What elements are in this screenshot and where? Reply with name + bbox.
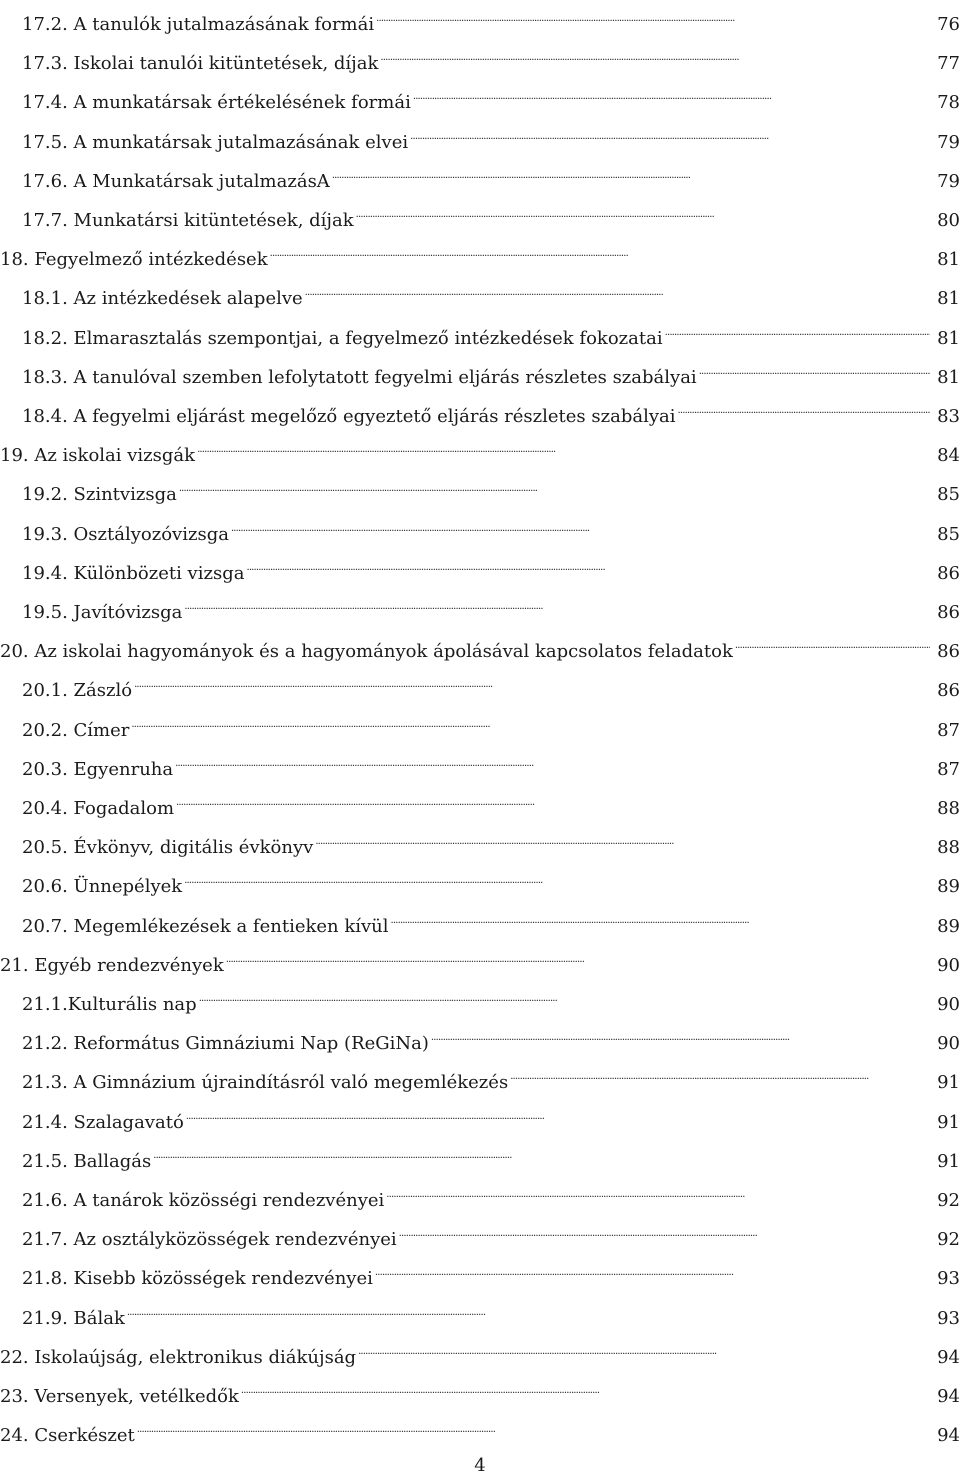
- toc-entry-page: 91: [937, 1111, 960, 1133]
- toc-entry-title: 17.4. A munkatársak értékelésének formái: [22, 92, 411, 114]
- toc-entry-page: 81: [937, 249, 960, 271]
- toc-entry[interactable]: [22, 1058, 960, 1094]
- toc-entry-title: 21.5. Ballagás: [22, 1150, 152, 1172]
- toc-entry-title: 19. Az iskolai vizsgák: [0, 445, 196, 467]
- dot-leader: [413, 78, 930, 108]
- toc-entry-page: 90: [937, 954, 960, 976]
- toc-entry[interactable]: [22, 1254, 960, 1290]
- toc-entry[interactable]: [22, 0, 960, 35]
- dot-leader: [226, 941, 930, 971]
- toc-entry-title: 21.1.Kulturális nap: [22, 994, 197, 1015]
- toc-entry-page: 94: [937, 1346, 960, 1368]
- toc-entry-title: 18. Fegyelmező intézkedések: [0, 249, 268, 271]
- toc-entry[interactable]: [22, 39, 960, 75]
- toc-entry-title: 20.6. Ünnepélyek: [22, 876, 183, 898]
- toc-entry-title: 18.2. Elmarasztalás szempontjai, a fegyelmező intézkedések fokozatai: [22, 327, 663, 349]
- toc-entry-title: 17.3. Iskolai tanulói kitüntetések, díjak: [22, 53, 379, 75]
- toc-entry[interactable]: [22, 784, 960, 819]
- dot-leader: [375, 1254, 930, 1284]
- toc-entry[interactable]: [0, 941, 960, 976]
- dot-leader: [356, 196, 930, 226]
- dot-leader: [184, 862, 930, 892]
- dot-leader: [358, 1333, 930, 1363]
- toc-entry[interactable]: [0, 1372, 960, 1407]
- toc-entry-title: 22. Iskolaújság, elektronikus diákújság: [0, 1346, 357, 1368]
- toc-entry[interactable]: [0, 1411, 960, 1447]
- toc-entry[interactable]: [0, 431, 960, 467]
- toc-entry-title: 17.6. A Munkatársak jutalmazásA: [22, 170, 330, 192]
- dot-leader: [510, 1058, 930, 1088]
- toc-entry-title: 18.4. A fegyelmi eljárást megelőző egyeztető eljárás részletes szabályai: [22, 406, 676, 427]
- toc-entry-title: 21.2. Református Gimnáziumi Nap (ReGiNa): [22, 1033, 429, 1055]
- toc-entry-title: 19.3. Osztályozóvizsga: [22, 523, 229, 545]
- dot-leader: [153, 1137, 930, 1167]
- toc-entry-title: 20.4. Fogadalom: [22, 798, 175, 819]
- toc-entry[interactable]: [22, 1176, 960, 1211]
- toc-entry-page: 92: [937, 1190, 960, 1211]
- toc-entry-title: 20.3. Egyenruha: [22, 758, 174, 780]
- toc-entry[interactable]: [22, 196, 960, 231]
- toc-entry-title: 21.7. Az osztályközösségek rendezvényei: [22, 1229, 397, 1251]
- toc-entry[interactable]: [22, 157, 960, 192]
- toc-entry-page: 93: [937, 1268, 960, 1290]
- toc-entry-title: 20. Az iskolai hagyományok és a hagyományok ápolásával kapcsolatos feladatok: [0, 641, 733, 663]
- toc-entry[interactable]: [22, 392, 960, 427]
- toc-entry-page: 92: [937, 1229, 960, 1251]
- toc-entry-page: 90: [937, 994, 960, 1015]
- dot-leader: [134, 666, 930, 696]
- toc-entry-page: 81: [937, 366, 960, 388]
- dot-leader: [199, 980, 930, 1010]
- dot-leader: [131, 706, 930, 736]
- toc-entry-page: 85: [937, 484, 960, 506]
- toc-entry[interactable]: [22, 666, 960, 702]
- dot-leader: [391, 902, 930, 932]
- toc-entry-page: 86: [937, 680, 960, 702]
- toc-entry[interactable]: [22, 706, 960, 741]
- toc-entry[interactable]: [22, 549, 960, 584]
- dot-leader: [184, 588, 930, 618]
- toc-entry[interactable]: [22, 1098, 960, 1133]
- toc-entry[interactable]: [22, 78, 960, 114]
- toc-entry-page: 79: [937, 170, 960, 192]
- toc-entry-title: 20.5. Évkönyv, digitális évkönyv: [22, 837, 314, 859]
- toc-entry-page: 81: [937, 327, 960, 349]
- dot-leader: [678, 392, 930, 422]
- toc-entry-title: 24. Cserkészet: [0, 1425, 135, 1447]
- toc-entry[interactable]: [22, 1215, 960, 1251]
- dot-leader: [179, 470, 930, 500]
- toc-entry-page: 83: [937, 406, 960, 427]
- toc-entry-page: 91: [937, 1072, 960, 1094]
- toc-entry[interactable]: [22, 588, 960, 623]
- toc-entry[interactable]: [22, 1137, 960, 1172]
- toc-entry-page: 85: [937, 523, 960, 545]
- dot-leader: [176, 784, 930, 814]
- toc-entry-page: 88: [937, 837, 960, 859]
- toc-entry[interactable]: [22, 1019, 960, 1055]
- dot-leader: [665, 314, 930, 344]
- dot-leader: [699, 353, 930, 383]
- toc-entry-page: 94: [937, 1386, 960, 1407]
- dot-leader: [315, 823, 930, 853]
- dot-leader: [332, 157, 930, 187]
- toc-entry-title: 21. Egyéb rendezvények: [0, 954, 224, 976]
- dot-leader: [380, 39, 930, 69]
- dot-leader: [231, 510, 930, 540]
- toc-entry-title: 21.4. Szalagavató: [22, 1111, 184, 1133]
- toc-entry-title: 18.3. A tanulóval szemben lefolytatott fegyelmi eljárás részletes szabályai: [22, 366, 697, 388]
- toc-entry[interactable]: [22, 980, 960, 1015]
- toc-entry-title: 19.2. Szintvizsga: [22, 484, 177, 506]
- toc-entry-title: 17.5. A munkatársak jutalmazásának elvei: [22, 131, 409, 153]
- toc-entry[interactable]: [22, 274, 960, 310]
- toc-entry-page: 91: [937, 1150, 960, 1172]
- toc-entry-title: 20.2. Címer: [22, 719, 130, 741]
- toc-entry[interactable]: [22, 510, 960, 545]
- toc-entry[interactable]: [22, 353, 960, 388]
- toc-entry[interactable]: [0, 235, 960, 271]
- dot-leader: [137, 1411, 930, 1441]
- toc-entry[interactable]: [0, 1333, 960, 1368]
- toc-entry[interactable]: [22, 314, 960, 349]
- dot-leader: [197, 431, 930, 461]
- dot-leader: [270, 235, 930, 265]
- toc-entry[interactable]: [0, 627, 960, 663]
- toc-entry-page: 78: [937, 92, 960, 114]
- toc-entry-title: 19.5. Javítóvizsga: [22, 602, 183, 623]
- toc-entry-title: 20.1. Zászló: [22, 680, 133, 702]
- toc-entry-page: 81: [937, 288, 960, 310]
- toc-entry-page: 86: [937, 602, 960, 623]
- toc-entry[interactable]: [22, 470, 960, 506]
- toc-entry-page: 86: [937, 562, 960, 584]
- toc-entry-page: 86: [937, 641, 960, 663]
- toc-entry[interactable]: [22, 902, 960, 937]
- toc-entry-page: 89: [937, 915, 960, 937]
- toc-entry-page: 84: [937, 445, 960, 467]
- toc-entry-title: 17.7. Munkatársi kitüntetések, díjak: [22, 210, 354, 231]
- toc-entry-title: 21.8. Kisebb közösségek rendezvényei: [22, 1268, 373, 1290]
- dot-leader: [186, 1098, 930, 1128]
- toc-entry-page: 76: [937, 14, 960, 35]
- toc-entry-page: 90: [937, 1033, 960, 1055]
- dot-leader: [735, 627, 930, 657]
- toc-entry[interactable]: [22, 118, 960, 153]
- toc-entry[interactable]: [22, 862, 960, 898]
- dot-leader: [241, 1372, 930, 1402]
- dot-leader: [386, 1176, 930, 1206]
- toc-entry-page: 77: [937, 53, 960, 75]
- toc-entry[interactable]: [22, 745, 960, 780]
- dot-leader: [175, 745, 930, 775]
- toc-entry-page: 87: [937, 758, 960, 780]
- dot-leader: [376, 0, 930, 30]
- toc-entry-title: 20.7. Megemlékezések a fentieken kívül: [22, 915, 389, 937]
- page-number: 4: [474, 1455, 486, 1476]
- toc-entry-page: 88: [937, 798, 960, 819]
- dot-leader: [399, 1215, 930, 1245]
- toc-entry[interactable]: [22, 823, 960, 859]
- toc-entry-page: 80: [937, 210, 960, 231]
- toc-entry-title: 23. Versenyek, vetélkedők: [0, 1386, 239, 1407]
- toc-entry-page: 94: [937, 1425, 960, 1447]
- toc-entry-title: 21.9. Bálak: [22, 1307, 125, 1329]
- dot-leader: [246, 549, 930, 579]
- dot-leader: [410, 118, 930, 148]
- dot-leader: [127, 1294, 930, 1324]
- dot-leader: [305, 274, 930, 304]
- toc-entry-page: 93: [937, 1307, 960, 1329]
- toc-entry-page: 89: [937, 876, 960, 898]
- toc-entry-page: 87: [937, 719, 960, 741]
- toc-entry-title: 18.1. Az intézkedések alapelve: [22, 288, 303, 310]
- toc-entry[interactable]: [22, 1294, 960, 1329]
- toc-entry-title: 19.4. Különbözeti vizsga: [22, 562, 245, 584]
- toc-entry-title: 21.3. A Gimnázium újraindításról való megemlékezés: [22, 1072, 509, 1094]
- toc-entry-title: 17.2. A tanulók jutalmazásának formái: [22, 14, 375, 35]
- toc-entry-page: 79: [937, 131, 960, 153]
- toc-entry-title: 21.6. A tanárok közösségi rendezvényei: [22, 1190, 385, 1211]
- dot-leader: [431, 1019, 930, 1049]
